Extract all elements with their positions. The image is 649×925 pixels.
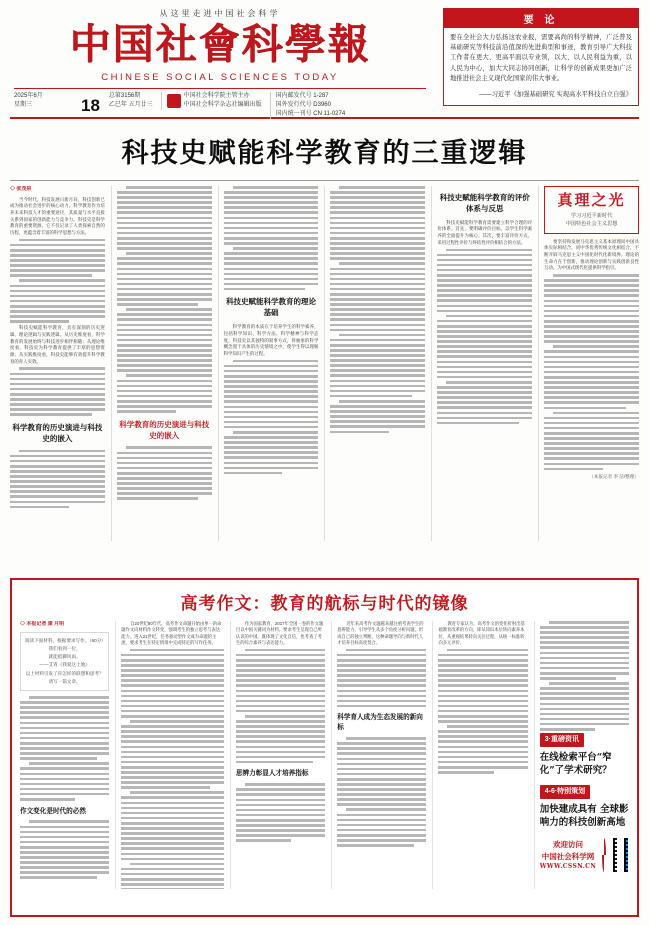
editorial-body: 要在全社会大力弘扬这农业报，需要高尚的科学精神，广泛普及基础研究等科技前沿值深的先进典型和事迹，教育引导广大科技工作者在更大、更高平面以专业领，以大、以人民利益为重，以人民为中心，加大大同志协同创新，让科学的创新成果更加广泛地推进社会主义现代化国家的伟大事业。 xyxy=(450,34,632,82)
wechat-qr-icon[interactable] xyxy=(601,837,607,873)
filler-text-block xyxy=(224,186,319,290)
truth-feature-box xyxy=(544,186,639,234)
filler-text-block xyxy=(330,186,425,433)
feature-subheading: 科学育人成为生态发展的新向标 xyxy=(337,713,423,732)
qr-welcome-text xyxy=(540,839,597,871)
filler-text-block xyxy=(121,649,224,889)
truth-subtitle-line2: 中国特色社会主义思想 xyxy=(565,221,618,228)
feature-paragraph: 作为国家教育，2017年全国一卷的作文题目以中国关键词为材料，要求考生呈现自己所认识的中国，既体现了文化自信，也考查了考生的综合素养与表达能力。 xyxy=(235,621,324,646)
masthead-divider xyxy=(14,88,426,89)
rail-tag[interactable]: 3·重磅资讯 xyxy=(540,733,584,747)
feature-subheading: 思辨力彰显人才培养指标 xyxy=(235,769,309,778)
exam-prompt-box xyxy=(20,632,109,692)
rail-item-news[interactable] xyxy=(540,733,629,778)
article-byline: ◇ 张茂泉 xyxy=(10,186,32,192)
weibo-qr-icon[interactable] xyxy=(612,837,618,873)
feature-paragraph: 教育专家认为，高考作文的变化折射出基础教育改革的方向，即从知识本位转向素养本位，从重视结果转向关注过程，从统一标准转向多元评价。 xyxy=(438,621,525,646)
truth-feature-title: 真理之光 xyxy=(557,191,626,209)
filler-text-block xyxy=(544,274,639,470)
feature-subheading: 作文变化是时代的必然 xyxy=(20,806,86,815)
feature-column-4 xyxy=(331,621,426,889)
masthead-left xyxy=(10,6,430,119)
article-column-5 xyxy=(431,186,532,541)
page-headline: 科技史赋能科学教育的三重逻辑 xyxy=(121,138,528,169)
exam-prompt-line: 我们看到一位， xyxy=(48,645,81,651)
feature-paragraph: 自20世纪80年代，高考作文命题开始由单一的命题作文向材料作文转变，强调考生的独立思考与表达能力。进入21世纪，任务驱动型作文成为命题的主流，要求考生在特定情境中完成特定的写作任务。 xyxy=(121,621,222,646)
filler-text-block xyxy=(437,249,532,425)
masthead-day: 18 xyxy=(81,96,100,116)
feature-column-1 xyxy=(20,621,109,889)
rail-tag[interactable]: 4-6·特别策划 xyxy=(540,785,590,799)
editorial-label: 要 论 xyxy=(444,9,638,28)
article-subheading: 科学教育的历史演进与科技史的嵌入 xyxy=(119,419,210,440)
masthead-issue: 总第3156期 xyxy=(108,93,141,100)
masthead-date-line2: 星期三 xyxy=(14,101,33,108)
filler-text-block xyxy=(117,186,212,413)
website-url[interactable]: WWW.CSSN.CN xyxy=(539,862,597,870)
exam-prompt-line: ——艾青《我爱这土地》 xyxy=(39,662,90,668)
filler-text-block xyxy=(337,737,426,847)
masthead-kicker: 从这里走进中国社会科学 xyxy=(159,9,281,18)
masthead-lunar: 乙巳年 五月廿三 xyxy=(108,102,153,109)
masthead-sponsor xyxy=(161,92,262,110)
paper-title-english: CHINESE SOCIAL SCIENCES TODAY xyxy=(101,72,339,84)
truth-subtitle-line1: 学习习近平新时代 xyxy=(570,213,613,219)
qr-block xyxy=(540,837,629,873)
feature-byline: ◇ 本报记者 康 月明 xyxy=(20,621,65,627)
feature-columns xyxy=(20,621,629,889)
editorial-box xyxy=(443,8,639,106)
editorial-signature: ——习近平《加强基础研究 实现高水平科技自立自强》 xyxy=(479,90,632,98)
paper-title: 中国社會科學報 xyxy=(69,20,371,68)
filler-text-block xyxy=(540,621,629,731)
qr-welcome-line1: 欢迎访问 xyxy=(552,840,583,850)
article-paragraph: 科技史赋能科学教育，具有深刻的历史逻辑、理论逻辑与实践逻辑。从历史维度看，科学教育的发展始终与科技进步相伴相随；从理论维度看，科技史为科学教育提供了丰厚的思想资源；从实践维度看，科技史能够有效提升科学教育的育人实效。 xyxy=(10,325,105,364)
exam-prompt-line: 阅读下面材料，根据要求写作。（60分） xyxy=(25,637,106,643)
rail-headline[interactable]: 在线检索平台“窄化”了学术研究？ xyxy=(539,751,612,777)
feature-paragraph: 近年来高考作文题越来越注重考查学生的思辨能力，引导学生从多个角度分析问题，形成自己的独立判断。这种命题导向与新时代人才培养目标高度契合。 xyxy=(337,621,424,646)
feature-column-5 xyxy=(432,621,527,889)
masthead xyxy=(10,6,639,118)
filler-text-block xyxy=(236,649,325,764)
article-column-2 xyxy=(111,186,212,541)
truth-feature-body: 要坚持和发展马克思主义基本原理同中国具体实际相结合、同中华优秀传统文化相结合，不断开辟马克思主义中国化时代化新境界。理论的生命力在于创新，推动理论创新与实践创新良性互动，为中国式现代化提供科学指引。 xyxy=(544,238,639,271)
article-subheading: 科学教育的历史演进与科技史的嵌入 xyxy=(12,422,103,443)
truth-feature-credit: （本报记者 李 洁/整理） xyxy=(589,474,639,480)
filler-text-block xyxy=(438,649,527,774)
masthead-info xyxy=(10,92,430,119)
filler-text-block xyxy=(117,446,212,500)
filler-text-block xyxy=(10,367,105,415)
feature-column-3 xyxy=(230,621,325,889)
masthead-sponsor-line2: 中国社会科学杂志社编辑出版 xyxy=(183,102,262,109)
article-column-1 xyxy=(10,186,105,541)
article-paragraph: 当今时代，科技发展日新月异，科技创新已成为推动社会进步的核心动力。科学教育作为培养未来科技人才的重要途径，其质量与水平直接关系到国家的创新能力与竞争力。科技史是科学教育的重要资源，它不仅记录了人类探索自然的历程，更蕴含着丰富的科学思想与方法。 xyxy=(10,196,105,236)
truth-feature-subtitle xyxy=(550,212,633,229)
article-subheading: 科技史赋能科学教育的理论基础 xyxy=(226,297,317,318)
masthead-sponsor-line1: 中国社会科学院主管主办 xyxy=(183,93,250,100)
institute-logo-icon xyxy=(167,94,181,108)
qr-welcome-line2: 中国社会科学网 xyxy=(541,851,595,861)
article-column-4 xyxy=(324,186,425,541)
article-subheading: 科技史赋能科学教育的评价体系与反思 xyxy=(439,193,530,213)
article-column-3 xyxy=(218,186,319,541)
feature-title: 高考作文：教育的航标与时代的镜像 xyxy=(180,594,469,614)
masthead-reg-line3: 国外发行代号 D3960 xyxy=(275,102,331,109)
headline-wrap xyxy=(10,117,639,180)
exam-prompt-line: 以上材料引发了你怎样的联想和思考？ xyxy=(25,670,104,676)
masthead-reg-line2: 国内邮发代号 1-287 xyxy=(275,93,329,100)
exam-prompt-line: 请写一篇文章。 xyxy=(48,678,81,684)
masthead-reg-line1: 国内统一刊号 CN 11-0274 xyxy=(275,111,346,118)
app-qr-icon[interactable] xyxy=(623,837,629,873)
exam-prompt-line: 就能抵御风雨。 xyxy=(48,654,81,660)
filler-text-block xyxy=(10,239,105,323)
masthead-issue-block xyxy=(109,92,153,110)
masthead-date xyxy=(14,92,72,109)
masthead-registration xyxy=(270,92,346,119)
filler-text-block xyxy=(236,783,325,842)
filler-text-block xyxy=(337,649,426,708)
truth-feature-column xyxy=(538,186,639,541)
filler-text-block xyxy=(10,450,105,509)
rail-headline[interactable]: 加快建成具有 全球影响力的科技创新高地 xyxy=(539,803,629,829)
rail-item-special[interactable] xyxy=(540,785,629,830)
article-paragraph: 科技史赋能科学教育需要建立科学合理的评价体系。首先，要明确评价目标，以学生科学素养的全面提升为核心；其次，要丰富评价方式，采用过程性评价与终结性评价相结合的方法。 xyxy=(437,219,533,245)
main-article-columns xyxy=(10,180,639,541)
article-paragraph: 科学教育的本质在于培养学生的科学素养，包括科学知识、科学方法、科学精神与科学态度。科技史以其独特的叙事方式，将抽象的科学概念置于具体的历史情境之中，使学生得以理解科学知识产生的过程。 xyxy=(223,324,319,356)
feature-column-2 xyxy=(115,621,224,889)
feature-right-rail xyxy=(534,621,629,889)
filler-text-block xyxy=(224,360,319,475)
filler-text-block xyxy=(20,820,109,879)
feature-section xyxy=(10,578,639,917)
filler-text-block xyxy=(20,696,109,800)
masthead-date-line1: 2025年6月 xyxy=(14,93,43,100)
